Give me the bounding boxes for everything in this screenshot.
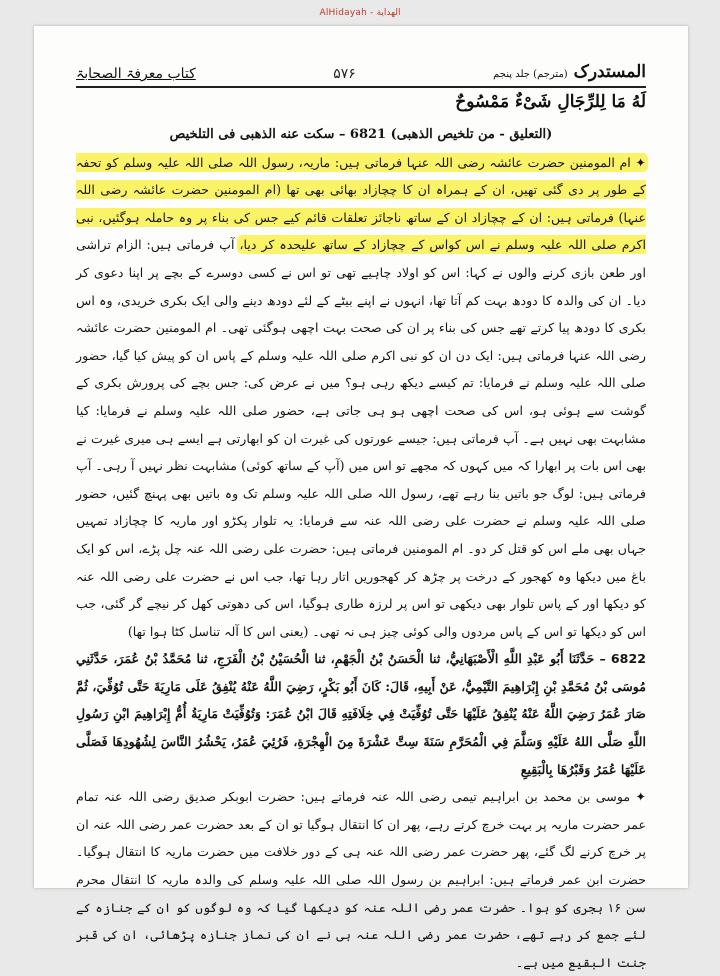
body-text [76, 121, 646, 976]
book-title-text: المستدرک [573, 62, 646, 82]
talkhees-note: (التعليق - من تلخيص الذهبی) 6821 – سكت عنه الذهبی فی التلخيص [169, 127, 553, 142]
book-page [34, 26, 688, 970]
running-head [76, 48, 646, 88]
hadith-6821-rest: آپ فرماتی ہیں: الزام تراشی اور طعن بازی کرنے والوں نے کہا: اس کو اولاد چاہیے تھی تو اس نے کسی دوسرے کے بچے پر اپنا دعوی کر دیا۔ ان کی والدہ کا دودھ بہت کم آتا تھا، انہوں نے اپنے بیٹے کے لئے دودھ دینے والی ایک بکری خریدی، وہ اس بکری کا دودھ پیا کرتے تھے جس کی بناء پر ان کی صحت بہت اچھی ہوگئی تھی۔ ام المومنین حضرت عائشہ رضی اللہ عنہا فرماتی ہیں: ایک دن ان کو نبی اکرم صلی اللہ علیہ وسلم کے پاس ان کو پیش کیا گیا، حضور صلی اللہ علیہ وسلم نے فرمایا: تم کیسے دیکھ رہی ہو؟ میں نے عرض کی: جس بچے کی پرورش بکری کے گوشت سے ہوئی ہو، اس کی صحت اچھی ہو ہی جاتی ہے، حضور صلی اللہ علیہ وسلم نے فرمایا: کیا مشابہت بھی نہیں ہے۔ آپ فرماتی ہیں: جیسے عورتوں کی غیرت ان کو ابھارتی ہے ایسے ہی میری غیرت نے بھی اس بات پر ابھارا کہ میں کہوں کہ مجھے تو اس میں (آپ کے ساتھ کوئی) مشابہت نظر نہیں آ رہی۔ آپ فرماتی ہیں: لوگ جو باتیں بنا رہے تھے، رسول اللہ صلی اللہ علیہ وسلم تک وہ باتیں بھی پہنچ گئیں، حضور صلی اللہ علیہ وسلم نے حضرت علی رضی اللہ عنہ سے فرمایا: یہ تلوار پکڑو اور ماریہ کا چچازاد تمہیں جہاں بھی ملے اس کو قتل کر دو۔ ام المومنین فرماتی ہیں: حضرت علی رضی اللہ عنہ چل پڑے، اس کو ایک باغ میں دیکھا وہ کھجور کے درخت پر چڑھ کر کھجوریں اتار رہا تھا، جب اس نے حضرت علی رضی اللہ عنہ کو دیکھا اور کے پاس تلوار بھی دیکھی تو اس پر لرزہ طاری ہوگیا، اس کی دھوتی کھل کر نیچے گر گئی، جب اس کو دیکھا تو اس کے پاس مردوں والی کوئی چیز ہی نہ تھی۔ (یعنی اس کا آلہ تناسل کٹا ہوا تھا) [76, 237, 646, 639]
page-number: ۵۷۶ [333, 66, 356, 82]
volume-note: (مترجم) جلد پنجم [493, 69, 568, 80]
hadith-6822-isnad: 6822 – حَدَّثَنَا أَبُو عَبْدِ اللَّهِ الْأَصْبَهَانِيُّ، ثنا الْحَسَنُ بْنُ الْجَهْمِ، ثنا الْحُسَيْنُ بْنُ الْفَرَجِ، ثنا مُحَمَّدُ بْنُ عُمَرَ، حَدَّثَنِي مُوسَى بْنُ مُحَمَّدِ بْنِ إِبْرَاهِيمَ التَّيْمِيُّ، عَنْ أَبِيهِ، قَالَ: كَانَ أَبُو بَكْرٍ، رَضِيَ اللَّهُ عَنْهُ يُنْفِقُ عَلَى مَارِيَةَ حَتَّى تُوُفِّيَ، ثُمَّ صَارَ عُمَرُ رَضِيَ اللَّهُ عَنْهُ يُنْفِقُ عَلَيْهَا حَتَّى تُوُفِّيَتْ فِي خِلَافَتِهِ قَالَ ابْنُ عُمَرَ: وَتُوُفِّيَتْ مَارِيَةُ أُمُّ إِبْرَاهِيمَ ابْنِ رَسُولِ اللَّهِ صَلَّى اللهُ عَلَيْهِ وَسَلَّمَ فِي الْمُحَرَّمِ سَنَةَ سِتَّ عَشْرَةَ مِنَ الْهِجْرَةِ، فَرُئِيَ عُمَرُ، يَحْشُرُ النَّاسَ لِشُهُودِهَا فَصَلَّى عَلَيْهَا عُمَرُ وَقَبْرُهَا بِالْبَقِيعِ [76, 651, 646, 777]
highlighted-passage: ✦ ام المومنین حضرت عائشہ رضی اللہ عنہا فرماتی ہیں: ماریہ، رسول اللہ صلی اللہ علیہ وسلم کو تحفہ کے طور پر دی گئی تھیں، ان کے ہمراہ ان کا چچازاد بھائی بھی تھا (ام المومنین حضرت عائشہ رضی اللہ عنہا) فرماتی ہیں: ان کے چچازاد ان کے ساتھ ناجائز تعلقات قائم کیے جس کی بناء پر وہ حاملہ ہوگئیں، نبی اکرم صلی اللہ علیہ وسلم نے اس کواس کے چچازاد کے ساتھ علیحدہ کر دیا، [76, 154, 646, 253]
book-title [493, 62, 646, 82]
verse-heading: لَهُ مَا لِلرِّجَالِ شَیْءٌ مَمْسُوحٌ [455, 92, 646, 112]
hadith-6821-translation [76, 149, 646, 646]
hadith-number: 6822 [610, 651, 646, 667]
section-title: کتاب معرفۃ الصحابۃ [76, 66, 196, 82]
hadith-6822-translation: ✦ موسی بن محمد بن ابراہیم تیمی رضی اللہ عنہ فرماتے ہیں: حضرت ابوبکر صدیق رضی اللہ عنہ تمام عمر حضرت ماریہ پر بہت خرچ کرتے رہے، پھر ان کا انتقال ہوگیا تو ان کے بعد حضرت عمر رضی اللہ عنہ ان پر خرچ کرنے لگ گئے، پھر حضرت عمر رضی اللہ عنہ ہی کے دور خلافت میں حضرت ماریہ کا انتقال ہوگیا۔ حضرت ابن عمر فرماتے ہیں: ابراہیم بن رسول اللہ صلی اللہ علیہ وسلم کی والدہ ماریہ کا انتقال محرم سن ۱۶ ہجری کو ہوا۔ حضرت عمر رضی اللہ عنہ کو دیکھا گیا کہ وہ لوگوں کو ان کے جنازہ کے لئے جمع کر رہے تھے، حضرت عمر رضی اللہ عنہ ہی نے ان کی نماز جنازہ پڑھائی، ان کی قبر جنت البقیع میں ہے۔ [76, 789, 646, 970]
source-label: AlHidayah - الهداية [319, 8, 401, 18]
isnad-text: حَدَّثَنَا أَبُو عَبْدِ اللَّهِ الْأَصْبَهَانِيُّ، ثنا الْحَسَنُ بْنُ الْجَهْمِ، ثنا الْحُسَيْنُ بْنُ الْفَرَجِ، ثنا مُحَمَّدُ بْنُ عُمَرَ، حَدَّثَنِي مُوسَى بْنُ مُحَمَّدِ بْنِ إِبْرَاهِيمَ التَّيْمِيُّ، عَنْ أَبِيهِ، قَالَ: كَانَ أَبُو بَكْرٍ، رَضِيَ اللَّهُ عَنْهُ يُنْفِقُ عَلَى مَارِيَةَ حَتَّى تُوُفِّيَ، ثُمَّ صَارَ عُمَرُ رَضِيَ اللَّهُ عَنْهُ يُنْفِقُ عَلَيْهَا حَتَّى تُوُفِّيَتْ فِي خِلَافَتِهِ قَالَ ابْنُ عُمَرَ: وَتُوُفِّيَتْ مَارِيَةُ أُمُّ إِبْرَاهِيمَ ابْنِ رَسُولِ اللَّهِ صَلَّى اللهُ عَلَيْهِ وَسَلَّمَ فِي الْمُحَرَّمِ سَنَةَ سِتَّ عَشْرَةَ مِنَ الْهِجْرَةِ، فَرُئِيَ عُمَرُ، يَحْشُرُ النَّاسَ لِشُهُودِهَا فَصَلَّى عَلَيْهَا عُمَرُ وَقَبْرُهَا بِالْبَقِيعِ [76, 651, 646, 777]
